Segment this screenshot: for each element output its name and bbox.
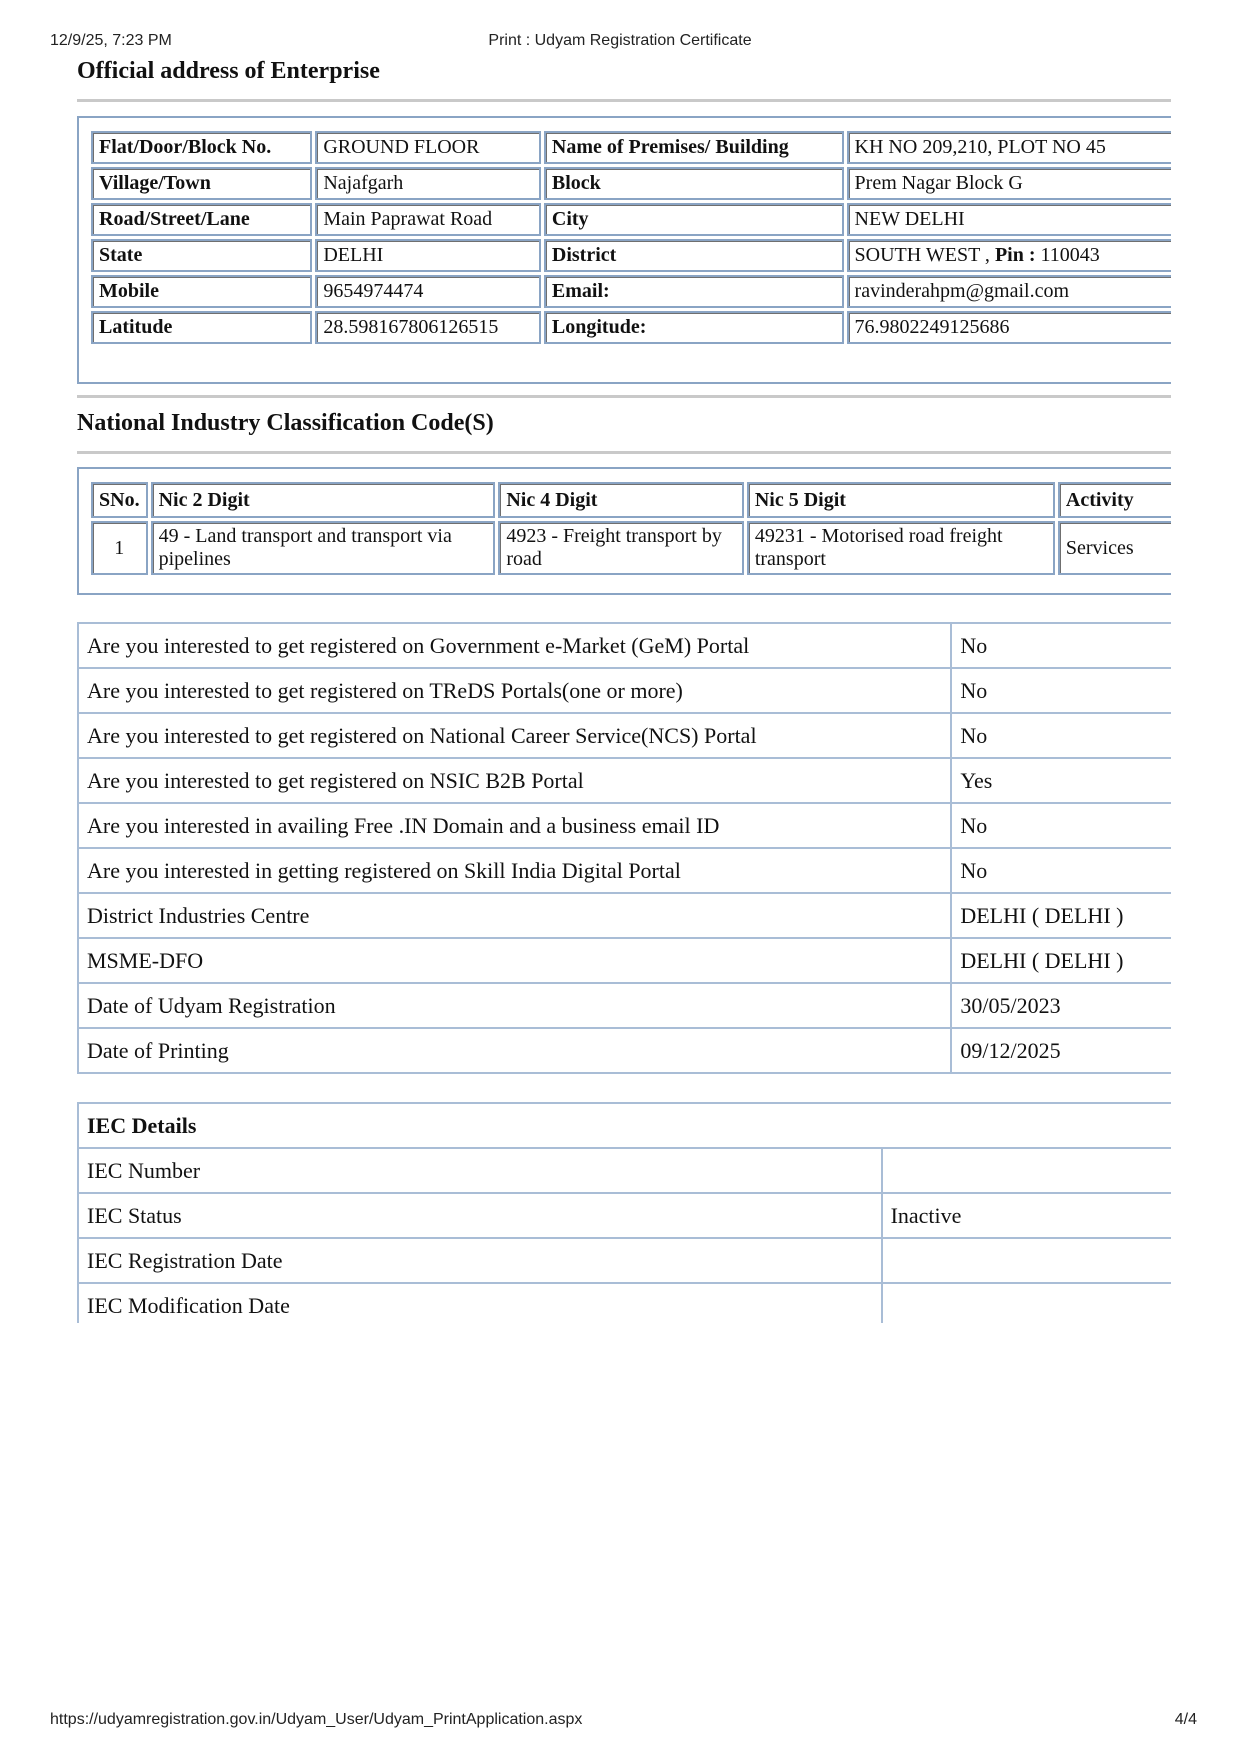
preference-question: Are you interested to get registered on National Career Service(NCS) Portal [78,713,951,758]
divider [77,395,1171,398]
iec-panel [77,1102,1171,1323]
preference-answer: No [951,848,1171,893]
preference-answer: No [951,803,1171,848]
preference-answer: 09/12/2025 [951,1028,1171,1073]
field-value [847,167,1171,200]
preference-question: District Industries Centre [78,893,951,938]
field-value [847,203,1171,236]
preference-question: Date of Udyam Registration [78,983,951,1028]
iec-label: IEC Modification Date [78,1283,882,1323]
field-label: Latitude [91,311,312,344]
address-panel [77,116,1171,386]
nic-5-digit: 49231 - Motorised road freight transport [747,521,1055,575]
address-row [91,167,1171,200]
field-value-text: 76.9802249125686 [854,316,1010,338]
pin-value: 110043 [1040,244,1100,266]
preference-answer: DELHI ( DELHI ) [951,938,1171,983]
field-label: Block [544,167,844,200]
field-value [847,275,1171,308]
field-label: City [544,203,844,236]
address-row [91,275,1171,308]
page-number: 4/4 [1174,1711,1197,1728]
preference-row [78,848,1171,893]
preference-row [78,893,1171,938]
field-value: DELHI [315,239,541,272]
preference-row [78,713,1171,758]
field-value-text: SOUTH WEST , [854,244,990,266]
field-value-text: KH NO 209,210, PLOT NO 45 [854,136,1106,158]
field-label: Flat/Door/Block No. [91,131,312,164]
field-label: Longitude: [544,311,844,344]
preference-answer: Yes [951,758,1171,803]
field-value: Najafgarh [315,167,541,200]
address-row [91,239,1171,272]
iec-label: IEC Status [78,1193,882,1238]
preference-row [78,623,1171,668]
field-value-text: Prem Nagar Block G [854,172,1023,194]
preference-row [78,1028,1171,1073]
nic-column-header: Nic 5 Digit [747,482,1055,518]
field-value-text: NEW DELHI [854,208,965,230]
nic-column-header: Activity [1058,482,1171,518]
preference-row [78,803,1171,848]
iec-row [78,1238,1171,1283]
preference-question: MSME-DFO [78,938,951,983]
address-row [91,131,1171,164]
iec-heading: IEC Details [78,1103,1171,1148]
field-value: Main Paprawat Road [315,203,541,236]
print-title: Print : Udyam Registration Certificate [488,32,752,49]
preference-answer: No [951,713,1171,758]
address-heading: Official address of Enterprise [77,58,380,84]
nic-table [88,479,1171,578]
field-label: Name of Premises/ Building [544,131,844,164]
iec-value [882,1238,1171,1283]
iec-value [882,1283,1171,1323]
preference-row [78,668,1171,713]
address-box [77,116,1171,384]
field-label: Village/Town [91,167,312,200]
preferences-table [77,622,1171,1074]
nic-column-header: Nic 4 Digit [498,482,744,518]
pin-label: Pin : [994,244,1036,266]
iec-row [78,1283,1171,1323]
divider [77,451,1171,454]
field-value: 9654974474 [315,275,541,308]
iec-table [77,1102,1171,1323]
print-datetime: 12/9/25, 7:23 PM [50,32,172,49]
field-label: District [544,239,844,272]
nic-panel [77,467,1171,597]
nic-column-header: Nic 2 Digit [151,482,496,518]
preference-question: Are you interested to get registered on TReDS Portals(one or more) [78,668,951,713]
preference-question: Are you interested in getting registered on Skill India Digital Portal [78,848,951,893]
preference-row [78,758,1171,803]
field-value-text: ravinderahpm@gmail.com [854,280,1070,302]
nic-2-digit: 49 - Land transport and transport via pipelines [151,521,496,575]
preference-answer: 30/05/2023 [951,983,1171,1028]
preference-question: Date of Printing [78,1028,951,1073]
nic-sno: 1 [91,521,148,575]
field-value: GROUND FLOOR [315,131,541,164]
nic-4-digit: 4923 - Freight transport by road [498,521,744,575]
preference-row [78,983,1171,1028]
field-value [847,131,1171,164]
field-value [847,311,1171,344]
field-value [847,239,1171,272]
preference-question: Are you interested to get registered on NSIC B2B Portal [78,758,951,803]
preference-answer: DELHI ( DELHI ) [951,893,1171,938]
nic-column-header: SNo. [91,482,148,518]
preference-row [78,938,1171,983]
divider [77,99,1171,102]
nic-row [91,521,1171,575]
nic-activity: Services [1058,521,1171,575]
iec-value: Inactive [882,1193,1171,1238]
preference-answer: No [951,668,1171,713]
preference-question: Are you interested to get registered on Government e-Market (GeM) Portal [78,623,951,668]
field-value: 28.598167806126515 [315,311,541,344]
address-row [91,311,1171,344]
iec-label: IEC Number [78,1148,882,1193]
preferences-panel [77,622,1171,1078]
address-row [91,203,1171,236]
iec-value [882,1148,1171,1193]
print-url: https://udyamregistration.gov.in/Udyam_User/Udyam_PrintApplication.aspx [50,1711,583,1728]
field-label: Mobile [91,275,312,308]
nic-box [77,467,1171,595]
iec-row [78,1193,1171,1238]
field-label: State [91,239,312,272]
field-label: Road/Street/Lane [91,203,312,236]
address-table [88,128,1171,347]
preference-question: Are you interested in availing Free .IN Domain and a business email ID [78,803,951,848]
field-label: Email: [544,275,844,308]
preference-answer: No [951,623,1171,668]
nic-heading: National Industry Classification Code(S) [77,410,494,436]
iec-row [78,1148,1171,1193]
iec-label: IEC Registration Date [78,1238,882,1283]
